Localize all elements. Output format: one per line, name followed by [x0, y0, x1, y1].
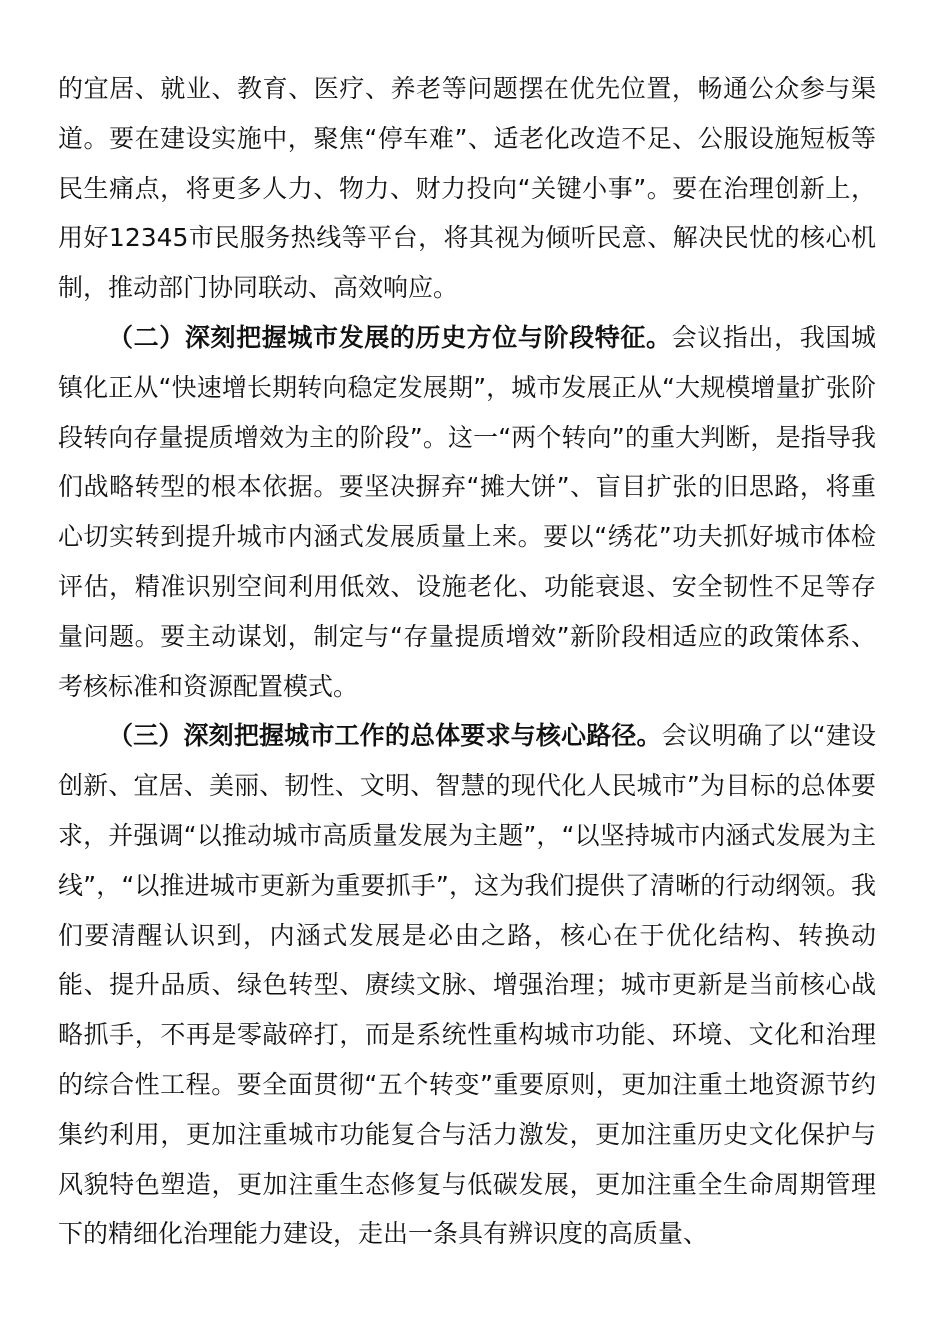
paragraph-section-2 — [58, 313, 876, 711]
paragraph-section-3 — [58, 711, 876, 1259]
section-heading-2: （二）深刻把握城市发展的历史方位与阶段特征。 — [108, 322, 672, 352]
paragraph-text: 会议明确了以“建设创新、宜居、美丽、韧性、文明、智慧的现代化人民城市”为目标的总体要求，并强调“以推动城市高质量发展为主题”，“以坚持城市内涵式发展为主线”，“以推进城市更新为重要抓手”，这为我们提供了清晰的行动纲领。我们要清醒认识到，内涵式发展是必由之路，核心在于优化结构、转换动能、提升品质、绿色转型、赓续文脉、增强治理；城市更新是当前核心战略抓手，不再是零敲碎打，而是系统性重构城市功能、环境、文化和治理的综合性工程。要全面贯彻“五个转变”重要原则，更加注重土地资源节约集约利用，更加注重城市功能复合与活力激发，更加注重历史文化保护与风貌特色塑造，更加注重生态修复与低碳发展，更加注重全生命周期管理下的精细化治理能力建设，走出一条具有辨识度的高质量、 — [58, 721, 876, 1249]
document-body — [58, 64, 876, 1259]
paragraph-text: 会议指出，我国城镇化正从“快速增长期转向稳定发展期”，城市发展正从“大规模增量扩张阶段转向存量提质增效为主的阶段”。这一“两个转向”的重大判断，是指导我们战略转型的根本依据。要坚决摒弃“摊大饼”、盲目扩张的旧思路，将重心切实转到提升城市内涵式发展质量上来。要以“绣花”功夫抓好城市体检评估，精准识别空间利用低效、设施老化、功能衰退、安全韧性不足等存量问题。要主动谋划，制定与“存量提质增效”新阶段相适应的政策体系、考核标准和资源配置模式。 — [58, 322, 876, 701]
paragraph-continuation — [58, 64, 876, 313]
section-heading-3: （三）深刻把握城市工作的总体要求与核心路径。 — [108, 721, 662, 751]
paragraph-text: 的宜居、就业、教育、医疗、养老等问题摆在优先位置，畅通公众参与渠道。要在建设实施中，聚焦“停车难”、适老化改造不足、公服设施短板等民生痛点，将更多人力、物力、财力投向“关键小事”。要在治理创新上，用好12345市民服务热线等平台，将其视为倾听民意、解决民忧的核心机制，推动部门协同联动、高效响应。 — [58, 74, 876, 303]
